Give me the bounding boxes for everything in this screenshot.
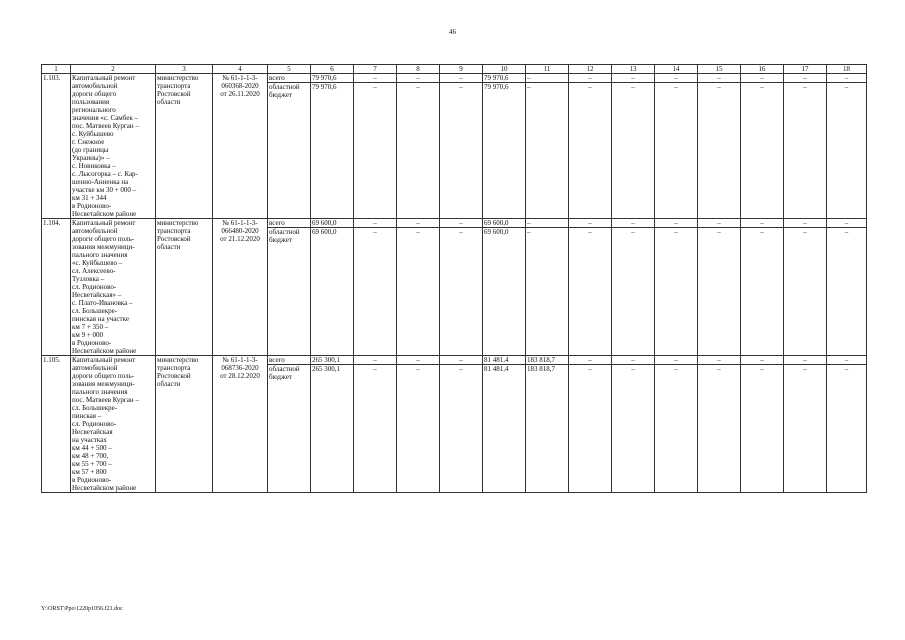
column-header: 7 <box>354 65 397 74</box>
object-name-cell-line: в Родионово- <box>72 476 112 484</box>
column-header: 17 <box>784 65 827 74</box>
object-name-cell-line: пинская – <box>72 412 102 420</box>
column-header: 11 <box>526 65 569 74</box>
object-name-cell-line: Несветайском районе <box>72 484 137 492</box>
amount-cell: – <box>655 74 698 83</box>
object-name-cell-line: сл. Большекре- <box>72 404 118 412</box>
amount-cell: – <box>569 83 612 219</box>
executor-cell-line: Ростовской <box>157 90 191 98</box>
object-name-cell-line: с. Куйбышево <box>72 130 114 138</box>
amount-cell: – <box>569 356 612 365</box>
object-name-cell-line: км 48 + 700, <box>72 452 109 460</box>
object-name-cell-line: пос. Матвеев Курган – <box>72 122 139 130</box>
object-name-cell-line: Украины)» – <box>72 154 110 162</box>
total-amount-cell: 79 970,6 <box>311 74 354 83</box>
object-name-cell-line: пального значения <box>72 388 128 396</box>
column-header: 13 <box>612 65 655 74</box>
amount-cell: – <box>827 228 867 356</box>
amount-cell: – <box>354 365 397 493</box>
object-name-cell-line: с. Новиковка – <box>72 162 116 170</box>
column-header: 9 <box>440 65 483 74</box>
amount-cell: – <box>354 83 397 219</box>
amount-cell: – <box>655 228 698 356</box>
column-header: 15 <box>698 65 741 74</box>
amount-cell: – <box>526 228 569 356</box>
amount-cell: – <box>741 356 784 365</box>
object-name-cell-line: Капитальный ремонт <box>72 74 136 82</box>
amount-cell: – <box>526 219 569 228</box>
amount-cell: – <box>827 356 867 365</box>
object-name-cell-line: «с. Куйбышево – <box>72 259 123 267</box>
expertise-doc-cell-line: от 28.12.2020 <box>220 372 260 380</box>
amount-cell: – <box>612 356 655 365</box>
amount-cell: – <box>741 219 784 228</box>
expertise-doc-cell <box>213 356 268 493</box>
object-name-cell-line: дороги общего <box>72 90 117 98</box>
object-name-cell-line: сл. Родионово- <box>72 420 117 428</box>
object-name-cell-line: автомобильной <box>72 364 118 372</box>
object-name-cell-line: пос. Матвеев Курган – <box>72 396 139 404</box>
amount-cell: – <box>440 356 483 365</box>
amount-cell: – <box>397 365 440 493</box>
object-name-cell-line: значения «с. Самбек – <box>72 114 138 122</box>
amount-cell: – <box>784 228 827 356</box>
amount-cell: – <box>440 365 483 493</box>
column-header: 3 <box>156 65 213 74</box>
header-row <box>42 65 867 74</box>
executor-cell-line: министерство <box>157 74 199 82</box>
row-number-cell: 1.103. <box>42 74 71 219</box>
object-name-cell-line: Несветайская <box>72 428 113 436</box>
object-name-cell-line: на участках <box>72 436 107 444</box>
amount-cell: 79 970,6 <box>483 83 526 219</box>
amount-cell: – <box>354 219 397 228</box>
object-name-cell-line: с. Платo-Ивановка – <box>72 299 133 307</box>
funding-source-cell: всего <box>268 219 311 228</box>
row-number-cell: 1.105. <box>42 356 71 493</box>
total-amount-cell: 69 600,0 <box>311 228 354 356</box>
file-path-footer: Y:\ORST\Ppo\1220p1056.f21.doc <box>41 606 123 612</box>
executor-cell-line: области <box>157 380 181 388</box>
object-name-cell-line: в Родионово- <box>72 339 112 347</box>
expertise-doc-cell-line: 068736-2020 <box>221 364 259 372</box>
column-header: 6 <box>311 65 354 74</box>
object-name-cell-line: км 44 + 500 – <box>72 444 112 452</box>
table-body <box>42 74 867 493</box>
object-name-cell-line: шенно-Анненка на <box>72 178 129 186</box>
amount-cell: – <box>784 365 827 493</box>
object-name-cell-line: дороги общего поль- <box>72 235 135 243</box>
amount-cell: – <box>354 74 397 83</box>
executor-cell-line: министерство <box>157 356 199 364</box>
funding-source-cell: областной бюджет <box>268 83 311 219</box>
executor-cell-line: транспорта <box>157 82 191 90</box>
table-row <box>42 74 867 83</box>
object-name-cell <box>71 74 156 219</box>
amount-cell: 183 818,7 <box>526 356 569 365</box>
object-name-cell-line: автомобильной <box>72 227 118 235</box>
expertise-doc-cell-line: 066480-2020 <box>221 227 259 235</box>
funding-source-cell: всего <box>268 74 311 83</box>
funding-source-cell: областной бюджет <box>268 365 311 493</box>
expertise-doc-cell-line: от 21.12.2020 <box>220 235 260 243</box>
object-name-cell-line: зования межмуници- <box>72 243 135 251</box>
object-name-cell-line: Несветайском районе <box>72 210 137 218</box>
amount-cell: – <box>569 74 612 83</box>
amount-cell: – <box>612 74 655 83</box>
amount-cell: – <box>827 365 867 493</box>
amount-cell: – <box>698 74 741 83</box>
executor-cell <box>156 219 213 356</box>
table-row <box>42 356 867 365</box>
object-name-cell-line: г. Снежное <box>72 138 105 146</box>
executor-cell-line: транспорта <box>157 364 191 372</box>
object-name-cell-line: сл. Родионово- <box>72 283 117 291</box>
object-name-cell-line: Тузловка – <box>72 275 105 283</box>
amount-cell: – <box>741 365 784 493</box>
object-name-cell-line: участке км 30 + 000 – <box>72 186 137 194</box>
column-header: 10 <box>483 65 526 74</box>
amount-cell: – <box>827 83 867 219</box>
amount-cell: – <box>440 228 483 356</box>
amount-cell: – <box>698 356 741 365</box>
amount-cell: – <box>698 228 741 356</box>
amount-cell: – <box>655 219 698 228</box>
row-number-cell: 1.104. <box>42 219 71 356</box>
amount-cell: – <box>397 219 440 228</box>
amount-cell: – <box>612 365 655 493</box>
total-amount-cell: 265 300,1 <box>311 356 354 365</box>
expertise-doc-cell-line: 060368-2020 <box>221 82 259 90</box>
object-name-cell-line: в Родионово- <box>72 202 112 210</box>
expertise-doc-cell <box>213 219 268 356</box>
amount-cell: – <box>698 365 741 493</box>
amount-cell: – <box>784 74 827 83</box>
expertise-doc-cell-line: № 61-1-1-3- <box>222 74 258 82</box>
object-name-cell <box>71 219 156 356</box>
funding-source-cell: областной бюджет <box>268 228 311 356</box>
page-number: 46 <box>449 28 456 36</box>
column-header: 5 <box>268 65 311 74</box>
amount-cell: 79 970,6 <box>483 74 526 83</box>
executor-cell-line: Ростовской <box>157 235 191 243</box>
amount-cell: – <box>698 219 741 228</box>
amount-cell: – <box>569 365 612 493</box>
expertise-doc-cell-line: № 61-1-1-3- <box>222 219 258 227</box>
amount-cell: – <box>741 83 784 219</box>
amount-cell: – <box>397 83 440 219</box>
amount-cell: – <box>526 74 569 83</box>
amount-cell: – <box>741 228 784 356</box>
amount-cell: 69 600,0 <box>483 228 526 356</box>
object-name-cell-line: Несветайская» – <box>72 291 122 299</box>
amount-cell: – <box>698 83 741 219</box>
executor-cell-line: министерство <box>157 219 199 227</box>
object-name-cell <box>71 356 156 493</box>
object-name-cell-line: км 57 + 800 <box>72 468 107 476</box>
amount-cell: – <box>612 228 655 356</box>
amount-cell: – <box>655 83 698 219</box>
amount-cell: – <box>354 228 397 356</box>
amount-cell: – <box>655 365 698 493</box>
column-header: 16 <box>741 65 784 74</box>
object-name-cell-line: пального значения <box>72 251 128 259</box>
column-header: 14 <box>655 65 698 74</box>
column-header: 2 <box>71 65 156 74</box>
amount-cell: – <box>827 74 867 83</box>
object-name-cell-line: км 9 + 000 <box>72 331 104 339</box>
object-name-cell-line: автомобильной <box>72 82 118 90</box>
amount-cell: – <box>741 74 784 83</box>
funding-source-cell: всего <box>268 356 311 365</box>
amount-cell: – <box>397 356 440 365</box>
total-amount-cell: 69 600,0 <box>311 219 354 228</box>
object-name-cell-line: с. Лысогорка – с. Кар- <box>72 170 138 178</box>
executor-cell-line: области <box>157 243 181 251</box>
amount-cell: – <box>784 219 827 228</box>
object-name-cell-line: Капитальный ремонт <box>72 356 136 364</box>
amount-cell: – <box>612 219 655 228</box>
object-name-cell-line: пользования <box>72 98 110 106</box>
amount-cell: 183 818,7 <box>526 365 569 493</box>
expertise-doc-cell-line: от 26.11.2020 <box>220 90 260 98</box>
table-row <box>42 219 867 228</box>
object-name-cell-line: км 7 + 350 – <box>72 323 109 331</box>
amount-cell: – <box>440 83 483 219</box>
object-name-cell-line: сл. Большекре- <box>72 307 118 315</box>
total-amount-cell: 265 300,1 <box>311 365 354 493</box>
column-header: 1 <box>42 65 71 74</box>
object-name-cell-line: регионального <box>72 106 116 114</box>
amount-cell: – <box>612 83 655 219</box>
column-header: 8 <box>397 65 440 74</box>
expertise-doc-cell-line: № 61-1-1-3- <box>222 356 258 364</box>
object-name-cell-line: Капитальный ремонт <box>72 219 136 227</box>
amount-cell: – <box>569 219 612 228</box>
object-name-cell-line: пинская на участке <box>72 315 129 323</box>
object-name-cell-line: Несветайском районе <box>72 347 137 355</box>
object-name-cell-line: сл. Алексеево- <box>72 267 116 275</box>
amount-cell: – <box>655 356 698 365</box>
expertise-doc-cell <box>213 74 268 219</box>
executor-cell-line: транспорта <box>157 227 191 235</box>
executor-cell <box>156 356 213 493</box>
executor-cell <box>156 74 213 219</box>
object-name-cell-line: зования межмуници- <box>72 380 135 388</box>
object-name-cell-line: дороги общего поль- <box>72 372 135 380</box>
budget-table <box>41 64 867 493</box>
amount-cell: – <box>397 74 440 83</box>
amount-cell: – <box>569 228 612 356</box>
column-header: 12 <box>569 65 612 74</box>
object-name-cell-line: км 55 + 700 – <box>72 460 112 468</box>
amount-cell: 69 600,0 <box>483 219 526 228</box>
executor-cell-line: Ростовской <box>157 372 191 380</box>
column-header: 18 <box>827 65 867 74</box>
object-name-cell-line: км 31 + 344 <box>72 194 107 202</box>
amount-cell: – <box>784 356 827 365</box>
amount-cell: – <box>440 219 483 228</box>
amount-cell: – <box>397 228 440 356</box>
object-name-cell-line: (до границы <box>72 146 109 154</box>
amount-cell: 81 481,4 <box>483 365 526 493</box>
amount-cell: – <box>440 74 483 83</box>
executor-cell-line: области <box>157 98 181 106</box>
amount-cell: 81 481,4 <box>483 356 526 365</box>
total-amount-cell: 79 970,6 <box>311 83 354 219</box>
column-header: 4 <box>213 65 268 74</box>
amount-cell: – <box>827 219 867 228</box>
amount-cell: – <box>784 83 827 219</box>
amount-cell: – <box>354 356 397 365</box>
amount-cell: – <box>526 83 569 219</box>
